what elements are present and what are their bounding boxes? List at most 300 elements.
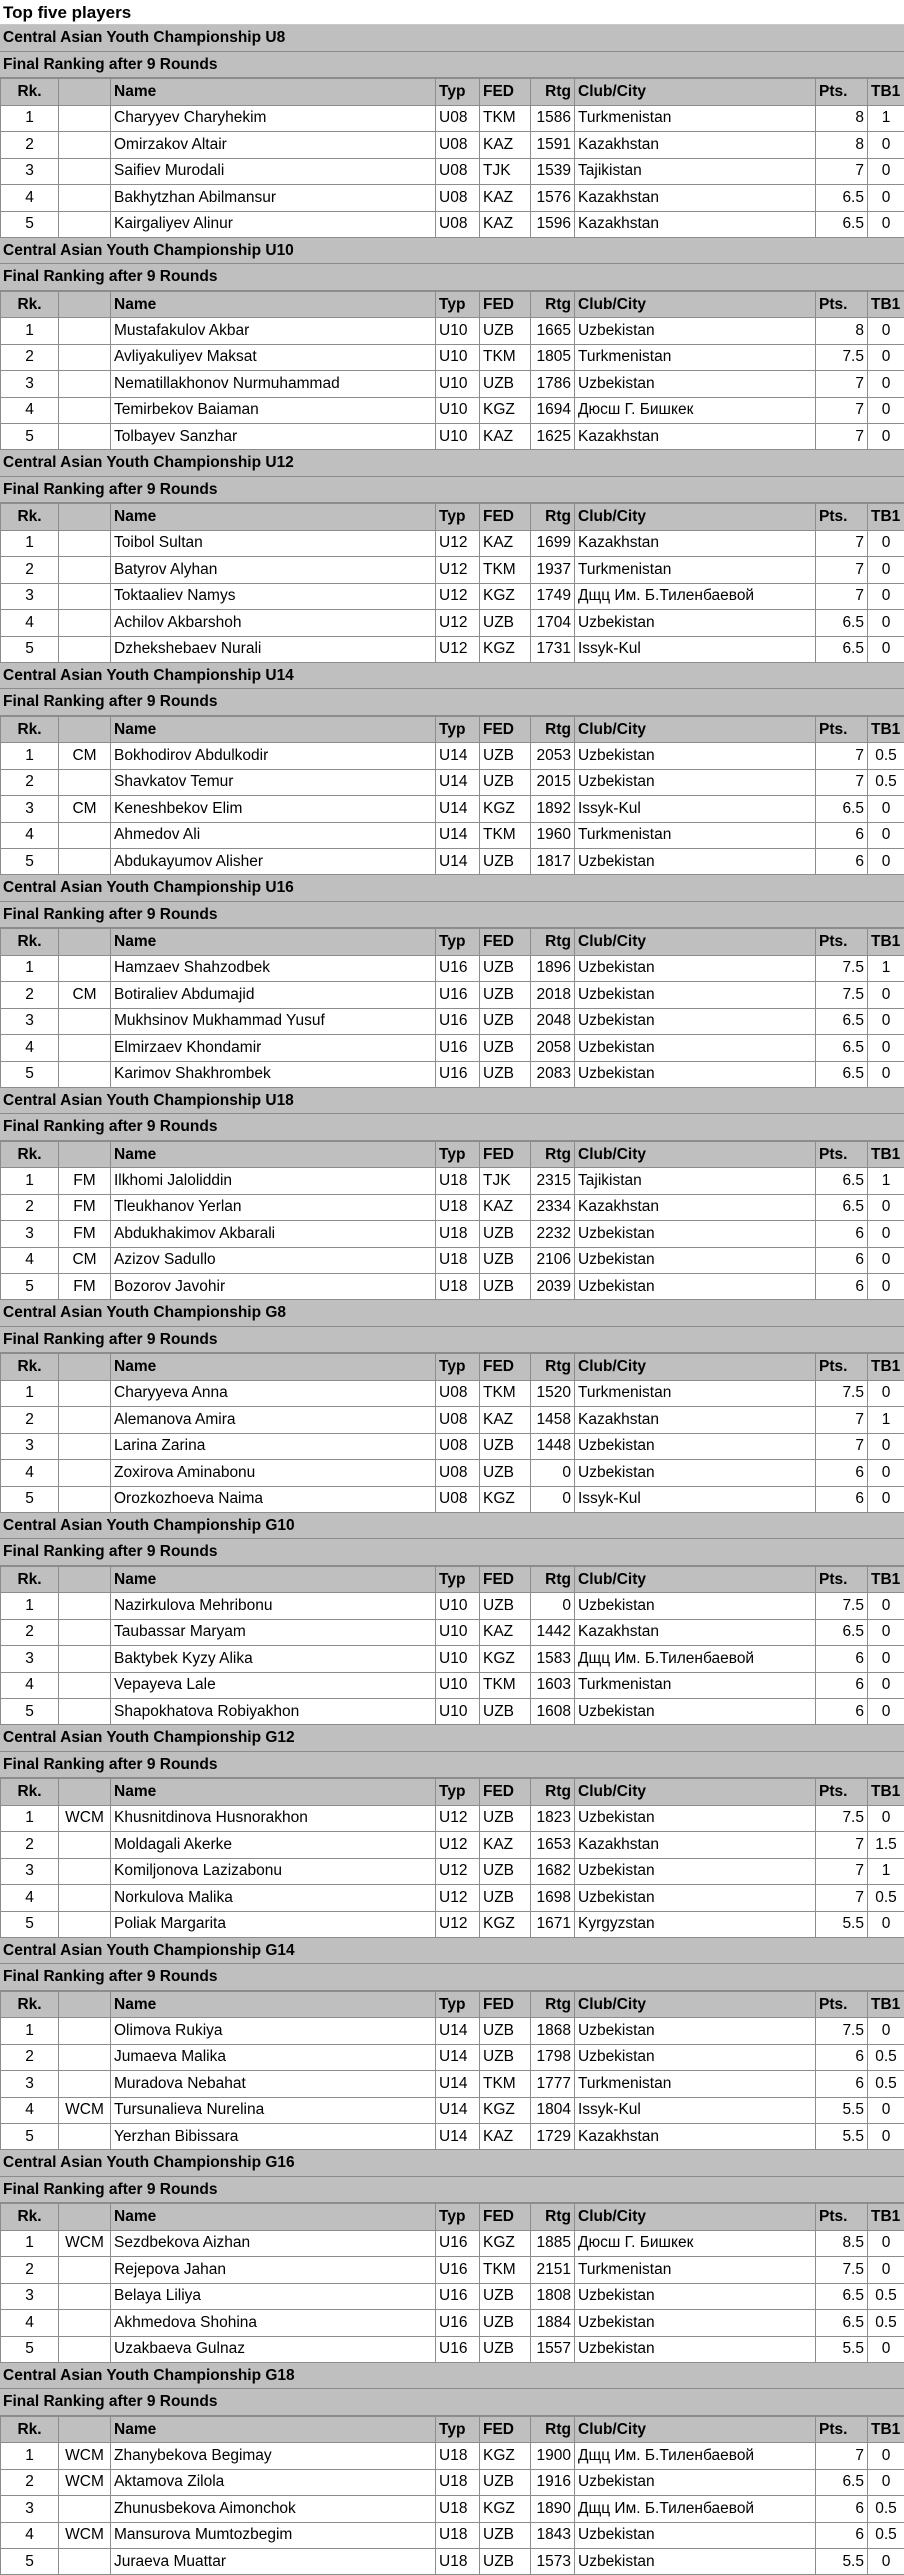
cell-tb1: 0 bbox=[868, 1911, 904, 1937]
header-title bbox=[59, 79, 111, 105]
cell-pts: 6.5 bbox=[816, 796, 868, 822]
cell-title bbox=[59, 2124, 111, 2150]
cell-rtg: 1596 bbox=[531, 211, 575, 237]
cell-title bbox=[59, 2310, 111, 2336]
cell-pts: 6.5 bbox=[816, 636, 868, 662]
section-title: Central Asian Youth Championship G16 bbox=[0, 2150, 904, 2176]
cell-rank: 1 bbox=[1, 955, 59, 981]
table-row bbox=[1, 1194, 904, 1220]
header-club: Club/City bbox=[575, 504, 816, 530]
cell-rtg: 1804 bbox=[531, 2097, 575, 2123]
cell-tb1: 1 bbox=[868, 1858, 904, 1884]
header-rank: Rk. bbox=[1, 929, 59, 955]
cell-club: Uzbekistan bbox=[575, 1885, 816, 1911]
cell-tb1: 0 bbox=[868, 2469, 904, 2495]
table-row bbox=[1, 1008, 904, 1034]
table-row bbox=[1, 1619, 904, 1645]
cell-pts: 6 bbox=[816, 1460, 868, 1486]
cell-club: Uzbekistan bbox=[575, 371, 816, 397]
table-row bbox=[1, 1646, 904, 1672]
cell-rank: 2 bbox=[1, 769, 59, 795]
header-rank: Rk. bbox=[1, 2416, 59, 2442]
cell-rtg: 1671 bbox=[531, 1911, 575, 1937]
cell-fed: KAZ bbox=[480, 424, 531, 450]
cell-title bbox=[59, 105, 111, 131]
table-row bbox=[1, 344, 904, 370]
cell-fed: KAZ bbox=[480, 530, 531, 556]
cell-rank: 3 bbox=[1, 1433, 59, 1459]
header-name: Name bbox=[111, 2416, 436, 2442]
cell-club: Tajikistan bbox=[575, 1168, 816, 1194]
section-title: Central Asian Youth Championship G12 bbox=[0, 1725, 904, 1751]
cell-title bbox=[59, 557, 111, 583]
cell-title bbox=[59, 1035, 111, 1061]
cell-rank: 4 bbox=[1, 1035, 59, 1061]
table-row bbox=[1, 796, 904, 822]
cell-typ: U10 bbox=[436, 371, 480, 397]
cell-rtg: 2015 bbox=[531, 769, 575, 795]
cell-pts: 5.5 bbox=[816, 2549, 868, 2575]
cell-name: Zhanybekova Begimay bbox=[111, 2443, 436, 2469]
cell-pts: 7.5 bbox=[816, 1805, 868, 1831]
cell-rank: 3 bbox=[1, 2496, 59, 2522]
cell-rank: 5 bbox=[1, 1061, 59, 1087]
cell-typ: U12 bbox=[436, 1911, 480, 1937]
table-row bbox=[1, 1699, 904, 1725]
cell-title bbox=[59, 636, 111, 662]
header-row bbox=[1, 1566, 904, 1592]
cell-typ: U12 bbox=[436, 610, 480, 636]
header-rank: Rk. bbox=[1, 1779, 59, 1805]
section bbox=[0, 1513, 904, 1726]
cell-fed: KGZ bbox=[480, 583, 531, 609]
cell-title: FM bbox=[59, 1194, 111, 1220]
cell-club: Issyk-Kul bbox=[575, 2097, 816, 2123]
cell-title: CM bbox=[59, 796, 111, 822]
cell-rtg: 1625 bbox=[531, 424, 575, 450]
round-label: Final Ranking after 9 Rounds bbox=[0, 902, 904, 928]
table-row bbox=[1, 2257, 904, 2283]
cell-fed: TKM bbox=[480, 1672, 531, 1698]
cell-tb1: 0 bbox=[868, 1035, 904, 1061]
cell-rank: 3 bbox=[1, 1858, 59, 1884]
header-typ: Typ bbox=[436, 1991, 480, 2017]
cell-name: Nematillakhonov Nurmuhammad bbox=[111, 371, 436, 397]
cell-tb1: 0 bbox=[868, 583, 904, 609]
cell-tb1: 0.5 bbox=[868, 743, 904, 769]
round-label: Final Ranking after 9 Rounds bbox=[0, 477, 904, 503]
cell-fed: UZB bbox=[480, 769, 531, 795]
cell-name: Muradova Nebahat bbox=[111, 2071, 436, 2097]
cell-fed: KGZ bbox=[480, 636, 531, 662]
cell-title bbox=[59, 1885, 111, 1911]
cell-rtg: 1900 bbox=[531, 2443, 575, 2469]
header-rank: Rk. bbox=[1, 716, 59, 742]
cell-title bbox=[59, 2071, 111, 2097]
cell-typ: U12 bbox=[436, 583, 480, 609]
cell-name: Norkulova Malika bbox=[111, 1885, 436, 1911]
table-row bbox=[1, 849, 904, 875]
section bbox=[0, 875, 904, 1088]
cell-fed: KAZ bbox=[480, 1407, 531, 1433]
section bbox=[0, 663, 904, 876]
cell-club: Turkmenistan bbox=[575, 1380, 816, 1406]
cell-pts: 7.5 bbox=[816, 2018, 868, 2044]
table-row bbox=[1, 2097, 904, 2123]
cell-name: Batyrov Alyhan bbox=[111, 557, 436, 583]
section-title: Central Asian Youth Championship U16 bbox=[0, 875, 904, 901]
cell-title bbox=[59, 1911, 111, 1937]
cell-title bbox=[59, 610, 111, 636]
cell-pts: 5.5 bbox=[816, 2124, 868, 2150]
cell-club: Uzbekistan bbox=[575, 2549, 816, 2575]
cell-club: Дюсш Г. Бишкек bbox=[575, 397, 816, 423]
cell-rank: 5 bbox=[1, 1274, 59, 1300]
header-pts: Pts. bbox=[816, 716, 868, 742]
cell-club: Uzbekistan bbox=[575, 1061, 816, 1087]
cell-name: Dzhekshebaev Nurali bbox=[111, 636, 436, 662]
cell-typ: U16 bbox=[436, 1008, 480, 1034]
table-row bbox=[1, 1805, 904, 1831]
cell-name: Zhunusbekova Aimonchok bbox=[111, 2496, 436, 2522]
cell-club: Uzbekistan bbox=[575, 1699, 816, 1725]
cell-name: Baktybek Kyzy Alika bbox=[111, 1646, 436, 1672]
cell-pts: 7.5 bbox=[816, 955, 868, 981]
cell-club: Uzbekistan bbox=[575, 1221, 816, 1247]
header-rank: Rk. bbox=[1, 1566, 59, 1592]
cell-fed: KAZ bbox=[480, 185, 531, 211]
cell-title bbox=[59, 318, 111, 344]
cell-pts: 7 bbox=[816, 530, 868, 556]
header-row bbox=[1, 1354, 904, 1380]
section bbox=[0, 2363, 904, 2575]
header-pts: Pts. bbox=[816, 2416, 868, 2442]
header-rtg: Rtg bbox=[531, 504, 575, 530]
cell-title bbox=[59, 1486, 111, 1512]
cell-name: Aktamova Zilola bbox=[111, 2469, 436, 2495]
cell-name: Komiljonova Lazizabonu bbox=[111, 1858, 436, 1884]
cell-typ: U16 bbox=[436, 1035, 480, 1061]
header-rtg: Rtg bbox=[531, 716, 575, 742]
cell-tb1: 0.5 bbox=[868, 2310, 904, 2336]
header-rank: Rk. bbox=[1, 504, 59, 530]
cell-rank: 1 bbox=[1, 1593, 59, 1619]
cell-typ: U18 bbox=[436, 1274, 480, 1300]
header-rank: Rk. bbox=[1, 1354, 59, 1380]
cell-pts: 7 bbox=[816, 1407, 868, 1433]
cell-pts: 8.5 bbox=[816, 2230, 868, 2256]
section bbox=[0, 25, 904, 238]
round-label: Final Ranking after 9 Rounds bbox=[0, 2389, 904, 2415]
cell-typ: U16 bbox=[436, 1061, 480, 1087]
cell-rtg: 1699 bbox=[531, 530, 575, 556]
header-title bbox=[59, 716, 111, 742]
cell-title bbox=[59, 211, 111, 237]
cell-rank: 3 bbox=[1, 158, 59, 184]
header-pts: Pts. bbox=[816, 1991, 868, 2017]
section-title: Central Asian Youth Championship G14 bbox=[0, 1938, 904, 1964]
header-club: Club/City bbox=[575, 2204, 816, 2230]
cell-title bbox=[59, 530, 111, 556]
cell-fed: TKM bbox=[480, 557, 531, 583]
cell-typ: U10 bbox=[436, 318, 480, 344]
cell-fed: KGZ bbox=[480, 1911, 531, 1937]
table-row bbox=[1, 1061, 904, 1087]
cell-title: CM bbox=[59, 982, 111, 1008]
cell-fed: UZB bbox=[480, 318, 531, 344]
cell-typ: U18 bbox=[436, 1247, 480, 1273]
cell-rank: 3 bbox=[1, 2071, 59, 2097]
cell-club: Turkmenistan bbox=[575, 557, 816, 583]
header-pts: Pts. bbox=[816, 1141, 868, 1167]
cell-fed: TKM bbox=[480, 105, 531, 131]
header-row bbox=[1, 2416, 904, 2442]
cell-typ: U18 bbox=[436, 1194, 480, 1220]
table-row bbox=[1, 1593, 904, 1619]
cell-rank: 2 bbox=[1, 1832, 59, 1858]
table-row bbox=[1, 557, 904, 583]
header-row bbox=[1, 2204, 904, 2230]
cell-rank: 2 bbox=[1, 132, 59, 158]
cell-rtg: 1458 bbox=[531, 1407, 575, 1433]
section bbox=[0, 238, 904, 451]
cell-name: Toktaaliev Namys bbox=[111, 583, 436, 609]
cell-fed: UZB bbox=[480, 2469, 531, 2495]
cell-tb1: 0 bbox=[868, 211, 904, 237]
cell-fed: KGZ bbox=[480, 2496, 531, 2522]
cell-rank: 4 bbox=[1, 2522, 59, 2548]
cell-pts: 6 bbox=[816, 1699, 868, 1725]
cell-pts: 7.5 bbox=[816, 982, 868, 1008]
cell-pts: 8 bbox=[816, 318, 868, 344]
cell-tb1: 0.5 bbox=[868, 2496, 904, 2522]
round-label: Final Ranking after 9 Rounds bbox=[0, 1539, 904, 1565]
header-rank: Rk. bbox=[1, 1991, 59, 2017]
header-club: Club/City bbox=[575, 1779, 816, 1805]
header-tb1: TB1 bbox=[868, 929, 904, 955]
cell-name: Toibol Sultan bbox=[111, 530, 436, 556]
cell-club: Uzbekistan bbox=[575, 1035, 816, 1061]
cell-name: Tursunalieva Nurelina bbox=[111, 2097, 436, 2123]
cell-title bbox=[59, 2283, 111, 2309]
header-rtg: Rtg bbox=[531, 1779, 575, 1805]
cell-rank: 4 bbox=[1, 822, 59, 848]
cell-pts: 7 bbox=[816, 424, 868, 450]
cell-rank: 5 bbox=[1, 2549, 59, 2575]
cell-name: Yerzhan Bibissara bbox=[111, 2124, 436, 2150]
cell-rtg: 1665 bbox=[531, 318, 575, 344]
header-row bbox=[1, 504, 904, 530]
cell-pts: 7 bbox=[816, 1885, 868, 1911]
cell-rtg: 1808 bbox=[531, 2283, 575, 2309]
table-row bbox=[1, 743, 904, 769]
cell-tb1: 0 bbox=[868, 344, 904, 370]
cell-title: WCM bbox=[59, 2443, 111, 2469]
cell-title bbox=[59, 185, 111, 211]
cell-name: Alemanova Amira bbox=[111, 1407, 436, 1433]
cell-club: Uzbekistan bbox=[575, 2336, 816, 2362]
cell-rtg: 1448 bbox=[531, 1433, 575, 1459]
cell-tb1: 1 bbox=[868, 1168, 904, 1194]
cell-fed: TKM bbox=[480, 1380, 531, 1406]
cell-tb1: 0 bbox=[868, 1619, 904, 1645]
cell-typ: U08 bbox=[436, 1486, 480, 1512]
cell-name: Achilov Akbarshoh bbox=[111, 610, 436, 636]
cell-title bbox=[59, 1646, 111, 1672]
section-title: Central Asian Youth Championship U12 bbox=[0, 450, 904, 476]
cell-tb1: 0 bbox=[868, 530, 904, 556]
cell-name: Abdukhakimov Akbarali bbox=[111, 1221, 436, 1247]
cell-tb1: 0 bbox=[868, 1433, 904, 1459]
cell-name: Mansurova Mumtozbegim bbox=[111, 2522, 436, 2548]
table-row bbox=[1, 1274, 904, 1300]
header-rtg: Rtg bbox=[531, 2416, 575, 2442]
round-label: Final Ranking after 9 Rounds bbox=[0, 1327, 904, 1353]
cell-pts: 6 bbox=[816, 822, 868, 848]
cell-typ: U14 bbox=[436, 2097, 480, 2123]
cell-rank: 2 bbox=[1, 2044, 59, 2070]
cell-club: Uzbekistan bbox=[575, 1274, 816, 1300]
cell-tb1: 0 bbox=[868, 1247, 904, 1273]
cell-fed: KGZ bbox=[480, 397, 531, 423]
cell-typ: U14 bbox=[436, 849, 480, 875]
cell-typ: U08 bbox=[436, 132, 480, 158]
header-typ: Typ bbox=[436, 2416, 480, 2442]
table-row bbox=[1, 2044, 904, 2070]
section bbox=[0, 1938, 904, 2151]
cell-title bbox=[59, 1433, 111, 1459]
cell-rtg: 1896 bbox=[531, 955, 575, 981]
cell-rank: 5 bbox=[1, 2336, 59, 2362]
cell-tb1: 1 bbox=[868, 1407, 904, 1433]
cell-rank: 1 bbox=[1, 105, 59, 131]
cell-fed: UZB bbox=[480, 1858, 531, 1884]
cell-rtg: 1729 bbox=[531, 2124, 575, 2150]
cell-club: Uzbekistan bbox=[575, 849, 816, 875]
cell-pts: 7 bbox=[816, 2443, 868, 2469]
cell-name: Karimov Shakhrombek bbox=[111, 1061, 436, 1087]
cell-title: WCM bbox=[59, 2469, 111, 2495]
cell-rtg: 1823 bbox=[531, 1805, 575, 1831]
cell-typ: U14 bbox=[436, 743, 480, 769]
table-row bbox=[1, 1832, 904, 1858]
cell-tb1: 0 bbox=[868, 424, 904, 450]
cell-name: Shavkatov Temur bbox=[111, 769, 436, 795]
cell-pts: 7 bbox=[816, 583, 868, 609]
cell-club: Kazakhstan bbox=[575, 1619, 816, 1645]
cell-club: Uzbekistan bbox=[575, 1858, 816, 1884]
cell-typ: U12 bbox=[436, 1805, 480, 1831]
cell-rtg: 0 bbox=[531, 1486, 575, 1512]
cell-typ: U18 bbox=[436, 2549, 480, 2575]
cell-rank: 4 bbox=[1, 1247, 59, 1273]
cell-title bbox=[59, 397, 111, 423]
cell-club: Kazakhstan bbox=[575, 530, 816, 556]
cell-pts: 6 bbox=[816, 2071, 868, 2097]
cell-rtg: 1694 bbox=[531, 397, 575, 423]
cell-tb1: 0 bbox=[868, 2018, 904, 2044]
cell-title bbox=[59, 2257, 111, 2283]
cell-name: Charyyev Charyhekim bbox=[111, 105, 436, 131]
cell-rtg: 1603 bbox=[531, 1672, 575, 1698]
table-row bbox=[1, 982, 904, 1008]
cell-rank: 4 bbox=[1, 1672, 59, 1698]
cell-name: Mukhsinov Mukhammad Yusuf bbox=[111, 1008, 436, 1034]
cell-rtg: 1892 bbox=[531, 796, 575, 822]
cell-typ: U08 bbox=[436, 185, 480, 211]
cell-title bbox=[59, 1672, 111, 1698]
table-row bbox=[1, 1035, 904, 1061]
cell-rtg: 1591 bbox=[531, 132, 575, 158]
table-row bbox=[1, 1460, 904, 1486]
cell-name: Tleukhanov Yerlan bbox=[111, 1194, 436, 1220]
cell-typ: U08 bbox=[436, 105, 480, 131]
cell-title bbox=[59, 1460, 111, 1486]
cell-club: Uzbekistan bbox=[575, 1805, 816, 1831]
cell-fed: UZB bbox=[480, 1699, 531, 1725]
cell-title: WCM bbox=[59, 2097, 111, 2123]
cell-name: Olimova Rukiya bbox=[111, 2018, 436, 2044]
cell-tb1: 0 bbox=[868, 318, 904, 344]
cell-fed: UZB bbox=[480, 2522, 531, 2548]
cell-fed: UZB bbox=[480, 2283, 531, 2309]
cell-typ: U12 bbox=[436, 1858, 480, 1884]
cell-title bbox=[59, 769, 111, 795]
cell-rank: 1 bbox=[1, 318, 59, 344]
cell-fed: UZB bbox=[480, 1221, 531, 1247]
header-name: Name bbox=[111, 929, 436, 955]
header-fed: FED bbox=[480, 1141, 531, 1167]
cell-typ: U14 bbox=[436, 822, 480, 848]
section-title: Central Asian Youth Championship U8 bbox=[0, 25, 904, 51]
cell-club: Kazakhstan bbox=[575, 2124, 816, 2150]
cell-pts: 6.5 bbox=[816, 610, 868, 636]
cell-rtg: 1583 bbox=[531, 1646, 575, 1672]
cell-name: Bozorov Javohir bbox=[111, 1274, 436, 1300]
cell-rank: 3 bbox=[1, 1008, 59, 1034]
cell-pts: 7.5 bbox=[816, 1593, 868, 1619]
header-pts: Pts. bbox=[816, 291, 868, 317]
table-row bbox=[1, 424, 904, 450]
cell-tb1: 0 bbox=[868, 1008, 904, 1034]
cell-title bbox=[59, 1832, 111, 1858]
cell-rank: 2 bbox=[1, 1194, 59, 1220]
header-row bbox=[1, 291, 904, 317]
cell-title bbox=[59, 424, 111, 450]
header-typ: Typ bbox=[436, 504, 480, 530]
table-row bbox=[1, 397, 904, 423]
cell-pts: 7 bbox=[816, 1832, 868, 1858]
cell-rtg: 1890 bbox=[531, 2496, 575, 2522]
header-tb1: TB1 bbox=[868, 1779, 904, 1805]
cell-title bbox=[59, 1061, 111, 1087]
table-row bbox=[1, 318, 904, 344]
table-row bbox=[1, 1168, 904, 1194]
table-row bbox=[1, 1858, 904, 1884]
header-row bbox=[1, 929, 904, 955]
page-title: Top five players bbox=[0, 0, 904, 25]
header-title bbox=[59, 1141, 111, 1167]
cell-club: Turkmenistan bbox=[575, 822, 816, 848]
cell-club: Uzbekistan bbox=[575, 2283, 816, 2309]
cell-tb1: 0 bbox=[868, 158, 904, 184]
cell-name: Orozkozhoeva Naima bbox=[111, 1486, 436, 1512]
header-tb1: TB1 bbox=[868, 2416, 904, 2442]
section-title: Central Asian Youth Championship G10 bbox=[0, 1513, 904, 1539]
cell-pts: 6 bbox=[816, 1247, 868, 1273]
header-typ: Typ bbox=[436, 2204, 480, 2230]
cell-typ: U10 bbox=[436, 344, 480, 370]
